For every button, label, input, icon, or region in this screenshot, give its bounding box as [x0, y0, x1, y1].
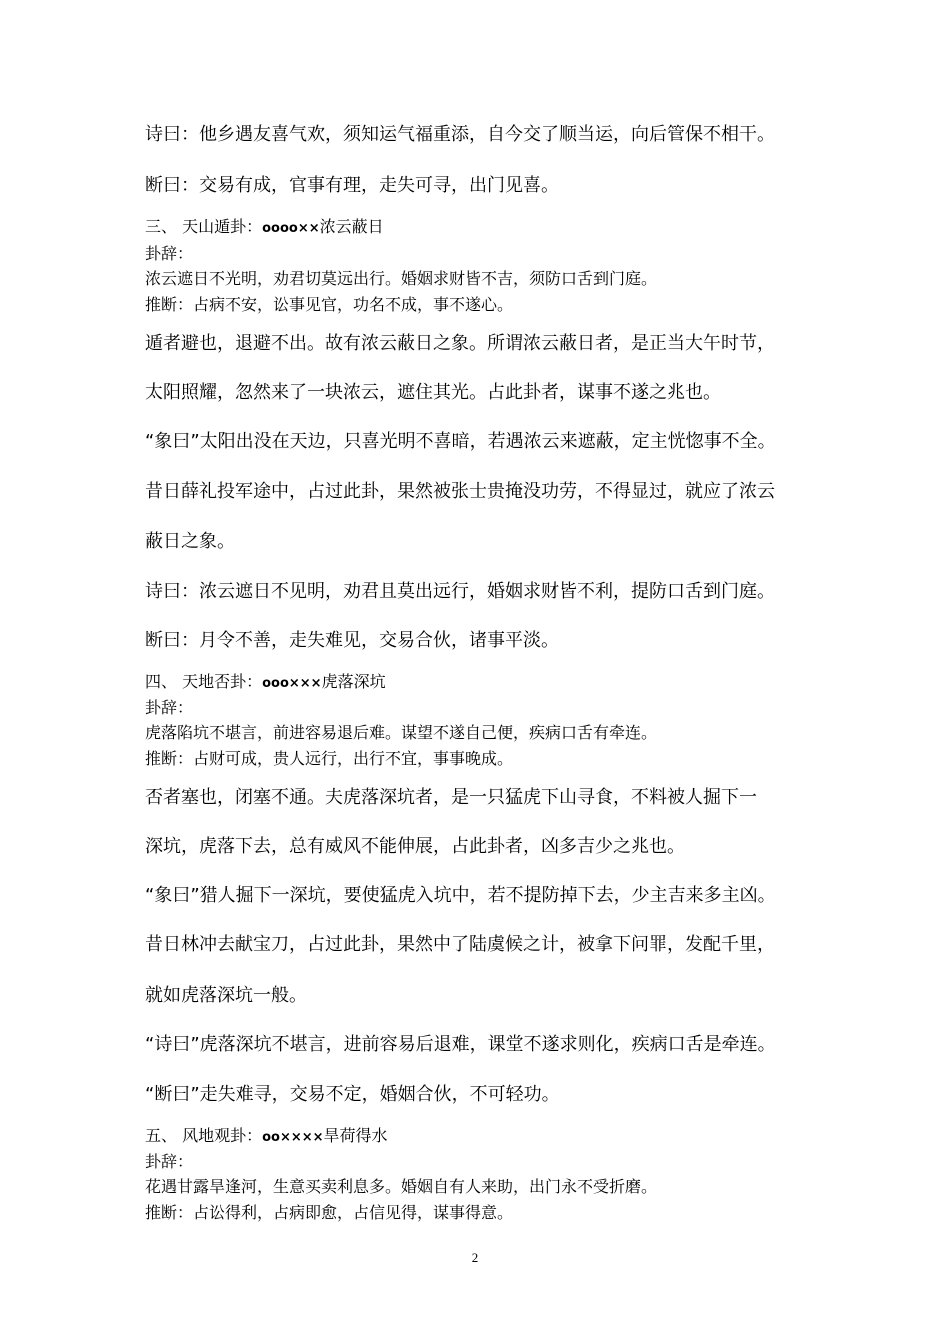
section-heading — [145, 671, 825, 695]
section-heading — [145, 1125, 825, 1149]
guaci-text: 浓云遮日不光明，劝君切莫远出行。婚姻求财皆不吉，须防口舌到门庭。 — [145, 269, 658, 288]
tuiduan-text: 推断：占病不安，讼事见官，功名不成，事不遂心。 — [145, 295, 514, 314]
poem-line: “诗曰”虎落深坑不堪言，进前容易后退难，课堂不遂求则化，疾病口舌是牵连。 — [145, 1034, 776, 1055]
hexagram-symbols: ooo××× — [262, 676, 322, 691]
body-paragraph: 太阳照耀，忽然来了一块浓云，遮住其光。占此卦者，谋事不遂之兆也。 — [145, 382, 721, 403]
guaci-text: 花遇甘露旱逢河，生意买卖利息多。婚姻自有人来助，出门永不受折磨。 — [145, 1177, 658, 1196]
hexagram-symbols: oooo×× — [262, 221, 320, 236]
section-heading-name: 虎落深坑 — [321, 672, 386, 691]
section-heading-prefix: 五、 风地观卦： — [145, 1126, 263, 1145]
poem-line: 诗曰：浓云遮日不见明，劝君且莫出远行，婚姻求财皆不利，提防口舌到门庭。 — [145, 581, 775, 602]
hexagram-symbols: oo×××× — [262, 1130, 324, 1145]
guaci-label: 卦辞： — [145, 1152, 194, 1171]
section-heading-prefix: 三、 天山遁卦： — [145, 217, 263, 236]
body-paragraph: “象曰”太阳出没在天边，只喜光明不喜暗，若遇浓云来遮蔽，定主恍惚事不全。 — [145, 431, 776, 452]
guaci-text: 虎落陷坑不堪言，前进容易退后难。谋望不遂自己便，疾病口舌有牵连。 — [145, 723, 658, 742]
guaci-label: 卦辞： — [145, 698, 194, 717]
guaci-label: 卦辞： — [145, 244, 194, 263]
section-heading — [145, 216, 825, 240]
judgment-line: 断曰：月令不善，走失难见，交易合伙，诸事平淡。 — [145, 630, 559, 651]
body-paragraph: 就如虎落深坑一般。 — [145, 985, 307, 1006]
body-paragraph: 深坑，虎落下去，总有威风不能伸展，占此卦者，凶多吉少之兆也。 — [145, 836, 685, 857]
section-heading-prefix: 四、 天地否卦： — [145, 672, 263, 691]
judgment-line: “断曰”走失难寻，交易不定，婚姻合伙，不可轻功。 — [145, 1084, 560, 1105]
body-paragraph: “象曰”猎人掘下一深坑，要使猛虎入坑中，若不提防掉下去，少主吉来多主凶。 — [145, 885, 776, 906]
body-paragraph: 蔽日之象。 — [145, 531, 235, 552]
tuiduan-text: 推断：占讼得利，占病即愈，占信见得，谋事得意。 — [145, 1203, 514, 1222]
body-paragraph: 遁者避也，退避不出。故有浓云蔽日之象。所谓浓云蔽日者，是正当大午时节， — [145, 333, 775, 354]
judgment-line: 断曰：交易有成，官事有理，走失可寻，出门见喜。 — [145, 175, 559, 196]
tuiduan-text: 推断：占财可成，贵人远行，出行不宜，事事晚成。 — [145, 749, 514, 768]
body-paragraph: 昔日林冲去献宝刀，占过此卦，果然中了陆虞候之计，被拿下问罪，发配千里， — [145, 934, 775, 955]
section-heading-name: 浓云蔽日 — [319, 217, 384, 236]
page-number: 2 — [471, 1250, 479, 1265]
poem-line: 诗曰：他乡遇友喜气欢，须知运气福重添，自今交了顺当运，向后管保不相干。 — [145, 124, 775, 145]
body-paragraph: 昔日薛礼投军途中，占过此卦，果然被张士贵掩没功劳，不得显过，就应了浓云 — [145, 481, 775, 502]
body-paragraph: 否者塞也，闭塞不通。夫虎落深坑者，是一只猛虎下山寻食，不料被人掘下一 — [145, 787, 757, 808]
section-heading-name: 旱荷得水 — [323, 1126, 388, 1145]
